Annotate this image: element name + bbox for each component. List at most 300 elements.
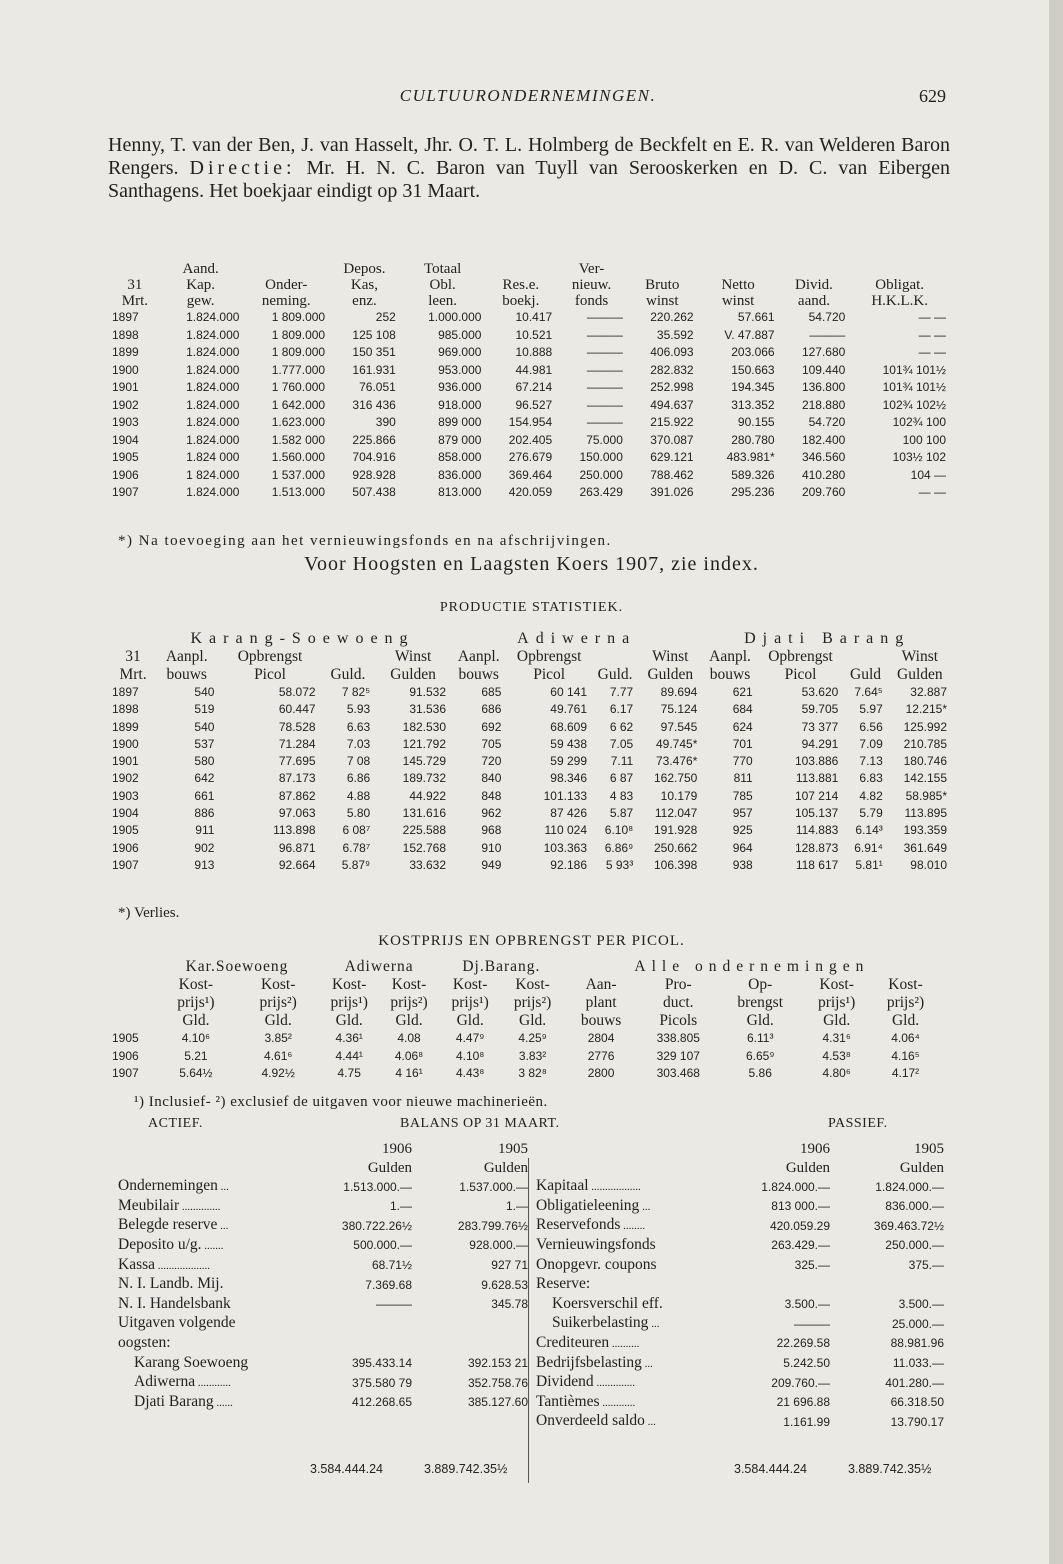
dot-leader: ............ [599,1396,636,1409]
value-cell: 109.440 [801,362,846,377]
value-1905: 385.127.60 [467,1395,528,1410]
estate-group-header: Alle ondernemingen [634,958,870,975]
value-cell: 6.11³ [746,1031,774,1045]
year-cell: 1904 [112,806,139,821]
value-cell: 902 [194,840,215,855]
financial-row [112,484,950,502]
year-cell: 1905 [112,823,139,838]
column-header: Aanpl. [165,648,208,665]
intro-text-1: Henny, T. van der Ben, J. van Hasselt, Jhr. O. T. L. Holmberg de Beckfelt en E. R. van Welderen Baron Rengers. [108,134,950,179]
running-title: CULTUURONDERNEMINGEN. [399,86,657,105]
value-cell: 100 100 [902,432,946,447]
actief-total-1906: 3.584.444.24 [310,1462,383,1476]
value-1906: 1.824.000.— [761,1179,830,1194]
financial-row [112,467,950,485]
value-cell: 879 000 [438,432,482,447]
kostprijs-header-row [112,994,940,1012]
passief-total-1906: 3.584.444.24 [734,1462,807,1476]
dot-leader: ... [217,1181,229,1194]
value-1906: 68.71½ [371,1258,412,1273]
dot-leader: .............. [593,1377,635,1390]
value-cell: 705 [481,736,502,751]
value-cell: 964 [732,840,753,855]
value-cell: 282.832 [650,362,694,377]
year-cell: 1898 [112,327,139,342]
year-cell: 1897 [112,685,139,699]
value-cell: 7.11 [610,754,634,769]
column-header: bouws [580,1012,622,1029]
value-cell: 44.981 [515,362,553,377]
value-cell: 1.623.000 [271,415,326,429]
column-header: Divid. [795,277,833,293]
value-1905: 401.280.— [885,1375,944,1390]
value-cell: 220.262 [650,310,694,324]
value-1906: 1.161.99 [783,1414,830,1429]
kostprijs-header-row [112,976,940,994]
value-cell: 67.214 [515,380,553,394]
balans-item [118,1354,528,1374]
value-cell: 10.521 [515,327,553,342]
value-cell: 957 [732,806,753,821]
value-1905: 392.153 21 [467,1356,528,1371]
value-cell: 76.051 [359,380,396,394]
kostprijs-group-row [112,958,940,976]
value-cell: 101¾ 101½ [882,362,946,377]
balans-label [118,1373,314,1393]
column-header: Res.e. [502,277,540,293]
column-header: Winst [901,648,939,665]
value-cell: 968 [481,823,502,838]
column-header [112,261,158,277]
value-cell: 1 809.000 [271,327,326,342]
value-cell: 540 [194,719,215,734]
balans-label [536,1197,732,1217]
year-cell: 1905 [112,1031,139,1045]
value-cell: 1 760.000 [271,380,326,394]
financial-row [112,344,950,362]
balans-divider [528,1158,529,1483]
value-cell: 5.87 [609,806,634,821]
estate-group-header: Adiwerna [344,958,414,975]
value-1906: 500.000.— [353,1238,412,1253]
value-cell: 811 [733,771,753,786]
balans-label [536,1354,732,1374]
balans-label [536,1256,732,1276]
column-header [112,994,155,1012]
column-header [321,648,376,666]
productie-group-row [112,630,952,648]
value-cell: 106.398 [653,857,698,872]
column-header: Guld. [330,666,366,683]
balans-label [536,1275,732,1295]
value-cell: 5 93³ [605,857,634,872]
value-cell: 1 824.000 [186,467,240,482]
value-cell: 4.80⁶ [822,1066,851,1080]
value-cell: 953.000 [438,362,482,377]
value-cell: 35.592 [656,327,694,342]
balans-label [118,1314,314,1334]
value-cell: 90.155 [737,415,775,429]
actief-total-1905: 3.889.742.35½ [424,1462,508,1476]
value-cell: 346.560 [801,450,846,464]
value-cell: V. 47.887 [724,327,775,342]
dot-leader: ... [639,1200,651,1213]
balans-item [118,1236,528,1256]
balans-label [536,1334,732,1354]
value-cell: 1 642.000 [271,397,326,412]
column-header: bouws [458,666,499,683]
value-cell: 113.881 [795,771,839,786]
value-cell: 118 617 [795,857,839,872]
column-header: Picol [784,666,817,683]
unit-header: Gulden [483,1159,528,1176]
value-cell: 128.873 [794,840,839,855]
item-label: Adiwerna [134,1373,196,1391]
value-cell: 162.750 [653,771,698,786]
value-cell: 925 [732,823,753,838]
item-label: Reserve: [536,1275,591,1293]
value-cell: 6.83 [859,771,883,786]
year-cell: 1898 [112,702,139,717]
year-cell: 1907 [112,485,139,499]
value-cell: 391.026 [650,485,694,499]
productie-row [112,805,952,822]
value-1906: 21 696.88 [776,1395,830,1410]
value-1905: 1.537.000.— [459,1179,528,1194]
value-cell: 4.17² [891,1066,920,1080]
value-cell: ——— [586,362,623,377]
value-cell: 94.291 [801,736,839,751]
balans-label [118,1354,314,1374]
value-1905: 3.500.— [898,1297,944,1312]
value-cell: 3 82⁸ [518,1066,547,1080]
value-cell: 60 141 [550,685,587,699]
value-cell: 53.620 [801,685,839,699]
productie-row [112,857,952,874]
value-cell: 225.588 [402,823,447,838]
value-cell: 5.87⁹ [341,857,371,872]
productie-row [112,770,952,787]
value-cell: 5.81¹ [855,857,883,872]
column-header: Kost- [178,976,214,993]
value-cell: 7.03 [346,736,371,751]
value-cell: 911 [195,823,215,838]
value-cell: 101.133 [543,788,587,803]
year-cell: 1907 [112,1066,139,1080]
value-cell: 624 [732,719,753,734]
balans-label [536,1216,732,1236]
value-1906: 412.268.65 [351,1395,412,1410]
item-label: Karang Soewoeng [134,1353,249,1371]
value-cell: 6.56 [859,719,883,734]
dot-leader: ... [648,1318,660,1331]
value-1905: 1.— [505,1199,528,1214]
value-cell: 87.862 [278,788,316,803]
column-header: Ver- [578,261,605,277]
column-header: Bruto [645,277,680,293]
value-1906: 209.760.— [771,1375,830,1390]
value-cell: 589.326 [731,467,775,482]
value-cell: ——— [809,327,846,342]
value-cell: 110 024 [544,823,587,838]
value-cell: 154.954 [508,415,553,429]
value-cell: 361.649 [903,840,947,855]
column-header: Gulden [390,666,436,683]
value-cell: 103.363 [543,840,587,855]
item-label: Belegde reserve [118,1216,218,1234]
balans-label [536,1295,732,1315]
column-header: Gld. [182,1012,210,1029]
value-cell: 92.664 [278,857,316,872]
value-cell: 4.53⁸ [822,1048,851,1063]
column-header: Depos. [343,261,386,277]
value-1905: 9.628.53 [481,1277,528,1292]
value-cell: 1.824.000 [186,310,240,324]
value-cell: 125.992 [903,719,947,734]
column-header: leen. [428,293,457,309]
column-header [843,648,887,666]
unit-header: Gulden [785,1159,830,1176]
value-cell: 848 [481,788,502,803]
value-cell: 913 [194,857,215,872]
balans-item [536,1216,944,1236]
value-cell: 642 [194,771,215,786]
value-cell: 104 — [910,467,946,482]
productie-header-row [112,648,952,666]
year-header: 1905 [914,1141,944,1157]
year-header: 1906 [382,1141,412,1157]
value-cell: 131.616 [402,806,447,821]
value-cell: — — [918,345,946,359]
value-cell: 1 809.000 [271,345,326,359]
item-label: Crediteuren [536,1333,610,1351]
column-header: prijs¹) [330,994,368,1011]
blank-cell [118,1159,314,1178]
value-cell: 686 [481,702,502,717]
column-header: Opbrengst [237,648,303,665]
value-cell: 59.705 [801,702,839,717]
value-cell: 6.78⁷ [342,840,371,855]
value-1906: 3.500.— [784,1297,830,1312]
kostprijs-row [112,1048,940,1066]
balans-item [536,1314,944,1334]
value-1905: 369.463.72½ [873,1218,944,1233]
value-cell: 10.888 [515,345,553,359]
value-cell: 32.887 [910,685,947,699]
balans-label [118,1216,314,1236]
column-header: Kost- [819,976,854,993]
balans-item [536,1275,944,1295]
balans-unit-header [536,1159,944,1178]
balans-label [536,1314,732,1334]
estate-group-header: Adiwerna [517,630,637,647]
value-cell: 858.000 [438,450,482,464]
balans-header [140,1116,930,1138]
value-cell: ——— [586,310,623,324]
value-cell: 125 108 [352,327,396,342]
financial-row [112,327,950,345]
value-cell: 91.532 [409,685,447,699]
financial-footnote: *) Na toevoeging aan het vernieuwingsfonds en na afschrijvingen. [118,533,612,549]
year-cell: 1899 [112,345,139,359]
year-cell: 1901 [112,754,139,769]
value-cell: 121.792 [402,736,447,751]
column-header: Gld. [264,1012,292,1029]
value-cell: 5.97 [859,702,883,717]
column-header: prijs¹) [817,994,856,1011]
productie-header-row [112,666,952,684]
value-cell: 4.08 [397,1031,421,1045]
value-cell: 98.346 [550,771,587,786]
value-cell: 7.09 [859,736,883,751]
column-header: Guld. [597,666,633,683]
item-label: N. I. Handelsbank [118,1294,231,1312]
balans-item [536,1256,944,1276]
item-label: Djati Barang [134,1392,214,1410]
item-label: Reservefonds [536,1216,621,1234]
value-cell: 180.746 [903,754,947,769]
value-cell: 218.880 [801,397,846,412]
estate-group-header: Dj.Barang. [462,958,541,975]
kostprijs-row [112,1065,940,1083]
value-cell: 329 107 [656,1048,700,1063]
value-cell: 5.21 [184,1048,208,1063]
column-header: Totaal [424,261,462,277]
value-1905: 88.981.96 [890,1336,944,1351]
item-label: Tantièmes [536,1392,600,1410]
value-cell: 161.931 [352,362,396,377]
financial-row [112,432,950,450]
year-header: 1905 [498,1141,528,1157]
koers-note: Voor Hoogsten en Laagsten Koers 1907, zie index. [304,553,759,575]
page-edge [1049,0,1063,1564]
year-cell: 1905 [112,450,139,464]
actief-table [118,1140,528,1412]
value-1905: 345.78 [491,1297,528,1312]
item-label: Onverdeeld saldo [536,1412,645,1430]
financial-row [112,449,950,467]
financial-row [112,397,950,415]
balans-label [536,1393,732,1413]
value-cell: 540 [194,685,215,699]
value-cell: 142.155 [903,771,947,786]
value-cell: 33.632 [409,857,447,872]
kostprijs-row [112,1030,940,1048]
value-1906 [732,1275,830,1295]
value-cell: 193.359 [903,823,947,838]
value-1906 [314,1334,412,1354]
value-cell: 1.824.000 [186,362,240,377]
productie-row [112,736,952,753]
balans-item [536,1412,944,1432]
value-cell: 58.072 [278,685,316,699]
value-cell: 6.86 [346,771,371,786]
value-1906: 1.513.000.— [343,1179,412,1194]
value-cell: 215.922 [650,415,694,429]
column-header: Mrt. [119,666,147,683]
productie-row [112,840,952,857]
value-cell: 4.88 [346,788,371,803]
value-cell: 1.824.000 [186,415,240,429]
item-label: Deposito u/g. [118,1235,202,1253]
column-header: Mrt. [121,293,149,309]
value-cell: 4.06⁸ [394,1048,424,1063]
value-1905: 66.318.50 [890,1395,944,1410]
value-cell: 4.44¹ [335,1048,363,1063]
value-cell: 44.922 [409,788,447,803]
column-header: Kap. [186,277,215,293]
value-cell: 31.536 [409,702,447,717]
value-cell: 1.824.000 [186,327,240,342]
value-cell: 4.43⁸ [455,1066,485,1080]
value-cell: 1.824 000 [186,450,240,464]
value-cell: 692 [481,719,502,734]
value-cell: 276.679 [508,450,553,464]
balans-label [118,1295,314,1315]
balans-item [536,1236,944,1256]
value-cell: 1.777.000 [271,362,326,377]
value-cell: 507.438 [352,485,396,499]
column-header: Kost- [260,976,296,993]
value-1906: 420.059.29 [769,1218,830,1233]
value-cell: 701 [732,736,753,751]
estate-group-header: Karang-Soewoeng [190,630,415,647]
value-cell: 280.780 [731,432,775,447]
balans-label [118,1256,314,1276]
value-cell: 704.916 [352,450,396,464]
column-header: winst [721,293,755,309]
unit-header: Gulden [899,1159,944,1176]
financial-header-row [112,261,950,277]
dot-leader: ........ [620,1220,646,1233]
value-1905: 283.799.76½ [457,1218,528,1233]
value-cell: 580 [194,754,215,769]
value-cell: 1 809.000 [271,310,326,324]
column-header: boekj. [502,293,540,309]
value-cell: 203.066 [731,345,775,359]
column-header: gew. [186,293,215,309]
page-number: 629 [919,86,946,106]
column-header: prijs²) [886,994,925,1011]
value-cell: 6.10⁸ [604,823,634,838]
financial-row [112,309,950,327]
item-label: Kapitaal [536,1177,589,1195]
year-cell: 1906 [112,840,139,855]
value-cell: 788.462 [650,467,694,482]
value-cell: 4 16¹ [395,1066,423,1080]
column-header [849,261,950,277]
unit-header: Gulden [367,1159,412,1176]
value-cell: 112.047 [654,806,698,821]
balans-label [536,1177,732,1197]
value-cell: 136.800 [801,380,846,394]
column-header: Winst [394,648,432,665]
value-cell: 949 [481,857,502,872]
value-cell: 10.179 [660,788,698,803]
value-cell: 209.760 [801,485,846,499]
column-header: Kost- [391,976,427,993]
column-header: plant [585,994,617,1011]
value-1905 [412,1314,528,1334]
item-label: Ondernemingen [118,1177,218,1195]
value-1906: 5.242.50 [783,1356,830,1371]
value-cell: 4.10⁸ [455,1048,485,1063]
value-cell: 1 537.000 [271,467,326,482]
column-header [243,261,329,277]
column-header: Gld. [456,1012,484,1029]
value-cell: 7.77 [609,685,634,699]
value-cell: 194.345 [731,380,775,394]
